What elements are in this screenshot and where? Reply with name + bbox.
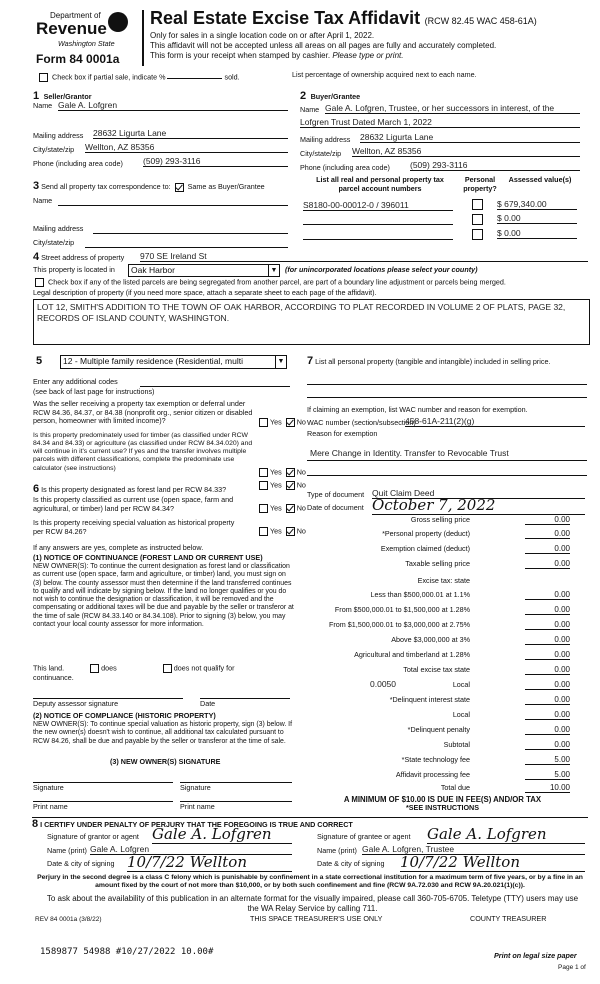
assessed-value-3[interactable]: $ 0.00 <box>497 228 577 239</box>
tax-row-amount[interactable]: 10.00 <box>525 783 570 793</box>
county-treasurer-label: COUNTY TREASURER <box>470 914 547 923</box>
tax-row <box>300 635 585 646</box>
logo-state: Washington State <box>58 39 115 48</box>
tax-row-label: Above $3,000,000 at 3% <box>391 635 470 644</box>
sec6-number: 6 <box>33 483 40 495</box>
parcel-col-header: List all real and personal property tax parcel account numbers <box>316 175 444 193</box>
codes-label-2: (see back of last page for instructions) <box>33 387 155 396</box>
notice-1-body: NEW OWNER(S): To continue the current designation as forest land or classification as current use (open space, farm and agriculture, or timber) land, you must sign on (3) below. The county assessor must then determine if the land transferred continues to qualify and will indicate by signing below. If the land no longer qualifies or you do not wish to continue the designation or classification, it will be removed and the compensating or additional taxes will be due and payable by the seller or transferor at the time of sale (RCW 84.33.140 or 84.34.108). Prior to signing (3) below, you may contact your local county assessor for more information. <box>33 563 294 628</box>
sec7-number: 7 <box>307 355 314 367</box>
sec3-mail-label: Mailing address <box>33 224 84 233</box>
same-as-buyer-label: Same as Buyer/Grantee <box>187 182 265 191</box>
personal-property-label: List all personal property (tangible and intangible) included in selling price. <box>315 357 551 366</box>
seller-city-label: City/state/zip <box>33 145 75 154</box>
does-label: does <box>101 663 117 673</box>
current-use-question: Is this property classified as current use (open space, farm and agricultural, or timber) land per RCW 84.34? <box>33 495 234 513</box>
street-field[interactable]: 970 SE Ireland St <box>140 251 588 262</box>
form-rcw: (RCW 82.45 WAC 458-61A) <box>424 16 537 26</box>
sec3-mail-field[interactable] <box>93 232 288 234</box>
seller-name-label: Name <box>33 101 53 110</box>
doc-date-label: Date of document <box>307 503 364 512</box>
historic-question: Is this property receiving special valuation as historical property per RCW 84.26? <box>33 518 235 536</box>
exemption-claim-label: If claiming an exemption, list WAC number and reason for exemption. <box>307 405 528 414</box>
street-label: Street address of property <box>41 253 125 262</box>
tax-row <box>300 590 585 601</box>
codes-field[interactable] <box>140 385 290 387</box>
tax-row-label: Less than $500,000.01 at 1.1% <box>370 590 470 599</box>
seller-mail-label: Mailing address <box>33 131 84 140</box>
buyer-name-field-1[interactable]: Gale A. Lofgren, Trustee, or her successors in interest, of the <box>325 103 580 114</box>
historic-yes-label: Yes <box>270 526 282 536</box>
forest-no-checkbox[interactable] <box>286 481 295 490</box>
reason-label: Reason for exemption <box>307 429 378 438</box>
grantor-name-label: Name (print) <box>47 846 87 855</box>
if-yes-note: If any answers are yes, complete as instructed below. <box>33 543 204 552</box>
legal-paper-note: Print on legal size paper <box>494 951 577 960</box>
tax-row <box>300 725 585 736</box>
tax-row-label: From $500,000.01 to $1,500,000 at 1.28% <box>334 605 470 614</box>
seller-city-field[interactable]: Wellton, AZ 85356 <box>85 142 288 153</box>
grantee-name-label: Name (print) <box>317 846 357 855</box>
certification-box <box>32 817 588 873</box>
exemption-yes-label: Yes <box>270 417 282 427</box>
see-instructions-note: *SEE INSTRUCTIONS <box>405 803 480 812</box>
grantee-signature-field[interactable]: Gale A. Lofgren <box>427 825 585 844</box>
parcel-number-field[interactable]: S8180-00-00012-0 / 396011 <box>303 200 453 211</box>
segregation-label: Check box if any of the listed parcels are being segregated from another parcel, are part of a boundary line adjustment or parcels being merged. <box>48 277 506 287</box>
grantee-name-field[interactable]: Gale A. Lofgren, Trustee <box>362 844 585 855</box>
grantor-signature-label: Signature of grantor or agent <box>47 832 139 841</box>
grantee-date-label: Date & city of signing <box>317 859 385 868</box>
use-code-select[interactable] <box>60 355 287 369</box>
buyer-phone-field[interactable]: (509) 293-3116 <box>410 160 580 171</box>
sec5-number: 5 <box>36 355 43 367</box>
doc-type-label: Type of document <box>307 490 365 499</box>
sec4-number: 4 <box>33 251 40 263</box>
tax-row <box>300 710 585 721</box>
exemption-no-label: No <box>296 417 306 427</box>
notice-2-body: NEW OWNER(S): To continue special valuation as historic property, sign (3) below. If the new owner(s) doesn't wish to continue, all additional tax calculated pursuant to RCW 84.26, shall be due and payable by the seller or transferor at the time of sale. <box>33 721 293 745</box>
tax-row-label: Subtotal <box>443 740 470 749</box>
tax-row <box>300 620 585 631</box>
tax-row-label: Gross selling price <box>410 515 470 524</box>
tax-row <box>300 783 585 794</box>
tax-row <box>300 650 585 661</box>
tax-row-label: *State technology fee <box>401 755 470 764</box>
current-use-yes-label: Yes <box>270 503 282 513</box>
tax-row-label: Agricultural and timberland at 1.28% <box>354 650 470 659</box>
timber-yes-label: Yes <box>270 467 282 477</box>
buyer-section <box>300 86 585 172</box>
sec3-city-field[interactable] <box>85 246 288 248</box>
assessed-col-header: Assessed value(s) <box>508 175 572 184</box>
location-select[interactable] <box>128 264 280 277</box>
seller-phone-label: Phone (including area code) <box>33 159 123 168</box>
legal-desc-label: Legal description of property (if you need more space, attach a separate sheet to each page of the affidavit). <box>33 288 377 297</box>
tax-row-label: Exemption claimed (deduct) <box>380 544 470 553</box>
grantee-date-field[interactable]: 10/7/22 Wellton <box>400 853 585 872</box>
new-owner-print-label-2: Print name <box>180 802 215 811</box>
minimum-due-note: A MINIMUM OF $10.00 IS DUE IN FEE(S) AND/OR TAX <box>343 795 542 804</box>
tax-row-label: Total due <box>440 783 470 792</box>
tax-row-amount[interactable]: 0.00 <box>525 559 570 569</box>
tax-row-amount[interactable]: 0.00 <box>525 680 570 690</box>
exemption-yes-checkbox[interactable] <box>259 418 268 427</box>
exemption-no-checkbox[interactable] <box>286 418 295 427</box>
tax-row-label: *Delinquent interest state <box>389 695 470 704</box>
legal-desc-text: LOT 12, SMITH'S ADDITION TO THE TOWN OF OAK HARBOR, ACCORDING TO PLAT RECORDED IN VOLUME 2 OF PLATS, PAGE 32, RECORDS OF ISLAND COUNTY, WASHINGTON. <box>37 302 566 324</box>
personal-property-field-2[interactable] <box>307 396 587 398</box>
ownership-note: List percentage of ownership acquired next to each name. <box>292 70 477 79</box>
tax-row <box>300 529 585 540</box>
does-checkbox[interactable] <box>90 664 99 673</box>
sec2-number: 2 <box>300 90 307 102</box>
tax-row <box>300 559 585 570</box>
reason-field[interactable]: Mere Change in Identity. Transfer to Revocable Trust <box>310 448 509 458</box>
new-owner-sig-label-2: Signature <box>180 783 211 792</box>
buyer-title <box>300 86 585 104</box>
tax-row <box>300 740 585 751</box>
page-number: Page 1 of <box>558 964 586 971</box>
partial-sale-checkbox[interactable] <box>39 73 48 82</box>
personal-checkbox-1[interactable] <box>472 199 483 210</box>
doc-type-field[interactable]: Quit Claim Deed <box>372 488 585 499</box>
timber-no-checkbox[interactable] <box>286 468 295 477</box>
tax-row <box>300 576 585 587</box>
header-note-3 <box>150 51 403 61</box>
notice-2-title: (2) NOTICE OF COMPLIANCE (HISTORIC PROPERTY) <box>33 711 216 720</box>
tax-row <box>300 680 585 691</box>
tax-row-amount[interactable]: 5.00 <box>525 770 570 780</box>
perjury-note: Perjury in the second degree is a class C felony which is punishable by confinement in a state correctional institution for a maximum term of five years, or by a fine in an amount fixed by the court of not more than $10,000, or by both such confinement and fine (RCW 9A.72.030 and RCW 9A.20.021(1)(c)). <box>37 874 583 890</box>
use-code-value: 12 - Multiple family residence (Residential, multi <box>63 356 243 366</box>
parcel-number-field-3[interactable] <box>303 238 453 240</box>
sec3-number: 3 <box>33 180 40 192</box>
tax-row-amount[interactable]: 0.00 <box>525 740 570 750</box>
segregation-checkbox[interactable] <box>35 278 44 287</box>
logo-emblem-icon <box>108 12 128 32</box>
tax-row-label: From $1,500,000.01 to $3,000,000 at 2.75% <box>328 620 470 629</box>
tax-row-amount[interactable]: 0.00 <box>525 635 570 645</box>
local-rate: 0.0050 <box>370 679 396 689</box>
grantor-signature-field[interactable]: Gale A. Lofgren <box>152 825 292 844</box>
current-use-yes-checkbox[interactable] <box>259 504 268 513</box>
form-title-text: Real Estate Excise Tax Affidavit <box>150 8 421 28</box>
historic-no-label: No <box>296 526 306 536</box>
legal-desc-box[interactable] <box>33 299 590 345</box>
grantor-date-field[interactable]: 10/7/22 Wellton <box>127 853 292 872</box>
doc-date-field[interactable]: October 7, 2022 <box>372 496 585 515</box>
treasurer-use-label: THIS SPACE TREASURER'S USE ONLY <box>250 914 383 923</box>
personal-property-row <box>307 355 587 368</box>
tax-row <box>300 515 585 526</box>
codes-label-1: Enter any additional codes <box>33 377 118 386</box>
tax-row-amount[interactable]: 0.00 <box>525 695 570 705</box>
chevron-down-icon[interactable]: ▼ <box>268 265 279 276</box>
grantor-date-label: Date & city of signing <box>47 859 115 868</box>
buyer-city-label: City/state/zip <box>300 149 342 158</box>
timber-no-label: No <box>296 467 306 477</box>
chevron-down-icon[interactable]: ▼ <box>275 356 286 368</box>
tax-row-label: *Personal property (deduct) <box>382 529 470 538</box>
forest-answer <box>257 481 306 490</box>
timber-yes-checkbox[interactable] <box>259 468 268 477</box>
buyer-title-text: Buyer/Grantee <box>310 92 361 101</box>
revision-label: REV 84 0001a (3/8/22) <box>35 916 102 923</box>
partial-sale-label: Check box if partial sale, indicate % <box>52 72 166 82</box>
timber-question: Is this property predominately used for timber (as classified under RCW 84.34 and 84.33) or agriculture (as classified under RCW 84.34.020) and will continue in it's current use? If yes and the transfer involves multiple parcels with different classifications, complete the predominate use calculator (see instructions) <box>33 432 253 472</box>
property-section <box>33 251 588 324</box>
timber-answer <box>257 468 306 477</box>
grantee-signature-label: Signature of grantee or agent <box>317 832 411 841</box>
exemption-answer <box>257 418 306 427</box>
tax-row-amount[interactable]: 0.00 <box>525 515 570 525</box>
tax-row-label: Affidavit processing fee <box>395 770 470 779</box>
tax-row-amount[interactable]: 0.00 <box>525 544 570 554</box>
alt-format-note: To ask about the availability of this publication in an alternate format for the visually impaired, please call 360-705-6705. Teletype (TTY) users may use the WA Relay Service by calling 711. <box>46 894 579 913</box>
location-label: This property is located in <box>33 265 115 274</box>
buyer-city-field[interactable]: Wellton, AZ 85356 <box>352 146 580 157</box>
current-use-no-checkbox[interactable] <box>286 504 295 513</box>
this-land-label: This land. <box>33 663 65 673</box>
seller-phone-field[interactable]: (509) 293-3116 <box>143 156 288 167</box>
seller-section <box>33 86 288 168</box>
reason-line-1 <box>307 459 587 461</box>
notice-1-title: (1) NOTICE OF CONTINUANCE (FOREST LAND OR CURRENT USE) <box>33 553 263 562</box>
tax-row-amount[interactable]: 0.00 <box>525 710 570 720</box>
continuance-row <box>33 664 295 673</box>
dor-logo <box>28 10 140 50</box>
grantor-name-field[interactable]: Gale A. Lofgren <box>90 844 292 855</box>
seller-mail-field[interactable]: 28632 Ligurta Lane <box>93 128 288 139</box>
tax-row-label: Total excise tax state <box>403 665 470 674</box>
partial-sale-sold: sold. <box>224 72 240 82</box>
recording-stamp: 1589877 54988 #10/27/2022 10.00# <box>40 947 214 957</box>
assessed-value-1[interactable]: $ 679,340.00 <box>497 199 577 210</box>
tax-row-amount[interactable]: 0.00 <box>525 620 570 630</box>
sec3-header <box>33 180 293 193</box>
sec3-city-label: City/state/zip <box>33 238 75 247</box>
tax-row <box>300 695 585 706</box>
tax-row-amount[interactable]: 0.00 <box>525 605 570 615</box>
exemption-question: Was the seller receiving a property tax exemption or deferral under RCW 84.36, 84.37, or 84.38 (nonprofit org., senior citizen or disabled person, homeowner with limited income)? <box>33 399 253 426</box>
new-owner-sig-label-1: Signature <box>33 783 64 792</box>
header-note-3-a: This form is your receipt when stamped by cashier. <box>150 51 331 60</box>
logo-revenue: Revenue <box>36 19 107 38</box>
reason-line-2 <box>307 474 587 476</box>
sec3-name-label: Name <box>33 196 53 205</box>
location-note: (for unincorporated locations please select your county) <box>285 265 478 274</box>
partial-sale <box>37 73 240 82</box>
tax-row-amount[interactable]: 0.00 <box>525 665 570 675</box>
buyer-name-field-2[interactable]: Lofgren Trust Dated March 1, 2022 <box>300 117 580 128</box>
assessed-value-2[interactable]: $ 0.00 <box>497 213 577 224</box>
sec3-label: Send all property tax correspondence to: <box>41 182 171 191</box>
sec1-number: 1 <box>33 90 40 102</box>
deputy-date-label: Date <box>200 699 216 708</box>
notice-3-title: (3) NEW OWNER(S) SIGNATURE <box>110 757 221 766</box>
tax-row-label: Taxable selling price <box>405 559 470 568</box>
current-use-no-label: No <box>296 503 306 513</box>
new-owner-print-label-1: Print name <box>33 802 68 811</box>
buyer-mail-field[interactable]: 28632 Ligurta Lane <box>360 132 580 143</box>
tax-row <box>300 605 585 616</box>
wac-label: WAC number (section/subsection) <box>307 418 416 427</box>
personal-col-header: Personal property? <box>463 175 497 193</box>
header-divider <box>142 10 144 66</box>
tax-row <box>300 755 585 766</box>
tax-row <box>300 665 585 676</box>
parcel-number-field-2[interactable] <box>303 223 453 225</box>
forest-no-label: No <box>296 480 306 490</box>
header-note-1: Only for sales in a single location code on or after April 1, 2022. <box>150 31 375 40</box>
tax-row-label: Excise tax: state <box>417 576 470 585</box>
tax-row-amount[interactable]: 5.00 <box>525 755 570 765</box>
historic-yes-checkbox[interactable] <box>259 527 268 536</box>
tax-row-label: *Delinquent penalty <box>407 725 470 734</box>
form-title <box>150 8 537 29</box>
location-value: Oak Harbor <box>131 265 175 275</box>
wac-field[interactable]: 458-61A-211(2)(g) <box>405 416 585 427</box>
seller-title-text: Seller/Grantor <box>43 92 92 101</box>
tax-row-label: Local <box>452 680 470 689</box>
does-not-label: does not qualify for <box>173 663 235 673</box>
buyer-phone-label: Phone (including area code) <box>300 163 390 172</box>
forest-question: Is this property designated as forest land per RCW 84.33? <box>41 485 227 494</box>
personal-property-field-1[interactable] <box>307 383 587 385</box>
personal-checkbox-3[interactable] <box>472 229 483 240</box>
segregation-row <box>33 278 506 287</box>
tax-row-amount[interactable]: 0.00 <box>525 650 570 660</box>
continuance-label: continuance. <box>33 673 74 682</box>
header-note-3-b: Please type or print. <box>332 51 404 60</box>
tax-row-label: Local <box>452 710 470 719</box>
form-number: Form 84 0001a <box>36 52 120 66</box>
same-as-buyer-checkbox[interactable] <box>175 183 184 192</box>
tax-row <box>300 770 585 781</box>
sec8-number: 8 <box>32 818 39 830</box>
buyer-mail-label: Mailing address <box>300 135 351 144</box>
sec3-name-field[interactable] <box>58 204 288 206</box>
tax-row <box>300 544 585 555</box>
deputy-signature-label: Deputy assessor signature <box>33 699 119 708</box>
tax-row-amount[interactable]: 0.00 <box>525 590 570 600</box>
logo-dept: Department of <box>50 11 101 20</box>
seller-name-field[interactable]: Gale A. Lofgren <box>58 100 288 111</box>
tax-row-amount[interactable]: 0.00 <box>525 529 570 539</box>
buyer-name-label: Name <box>300 105 320 114</box>
current-use-answer <box>257 504 306 513</box>
forest-yes-checkbox[interactable] <box>259 481 268 490</box>
does-not-checkbox[interactable] <box>163 664 172 673</box>
correspondence-section <box>33 180 293 247</box>
certification-text: I CERTIFY UNDER PENALTY OF PERJURY THAT THE FOREGOING IS TRUE AND CORRECT <box>40 820 353 829</box>
tax-row-amount[interactable]: 0.00 <box>525 725 570 735</box>
header-note-2: This affidavit will not be accepted unless all areas on all pages are fully and accurately completed. <box>150 41 497 50</box>
personal-checkbox-2[interactable] <box>472 214 483 225</box>
forest-yes-label: Yes <box>270 480 282 490</box>
